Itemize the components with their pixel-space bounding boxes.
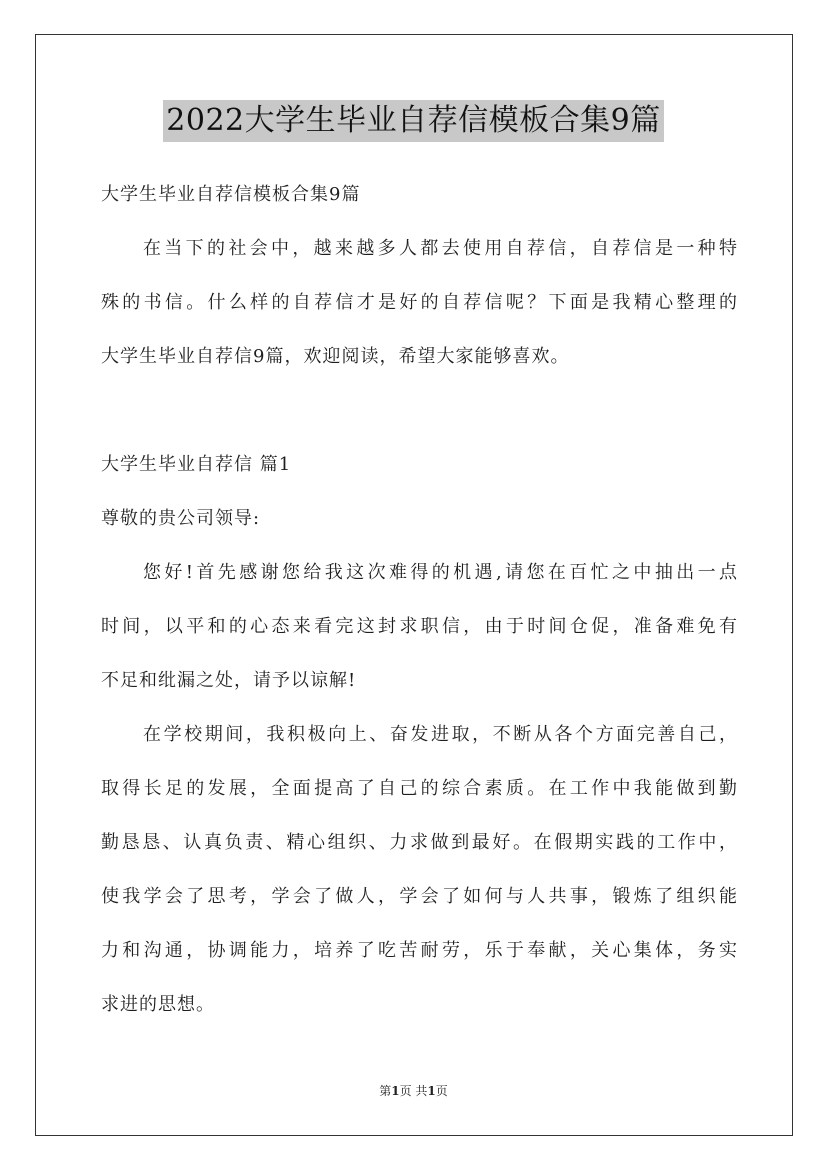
- para2-line-3: 勤恳恳、认真负责、精心组织、力求做到最好。在假期实践的工作中，: [101, 832, 737, 853]
- para2-line-2: 取得长足的发展，全面提高了自己的综合素质。在工作中我能做到勤: [101, 778, 737, 799]
- para2-line-5: 力和沟通，协调能力，培养了吃苦耐劳，乐于奉献，关心集体，务实: [101, 940, 737, 961]
- para2-line-1: 在学校期间，我积极向上、奋发进取，不断从各个方面完善自己，: [143, 724, 737, 745]
- para2-line-6: 求进的思想。: [101, 994, 215, 1015]
- intro-line-2: 殊的书信。什么样的自荐信才是好的自荐信呢？下面是我精心整理的: [101, 292, 737, 313]
- salutation: 尊敬的贵公司领导:: [101, 508, 261, 529]
- page-prefix: 第: [379, 1084, 392, 1098]
- section-heading: 大学生毕业自荐信 篇1: [101, 454, 292, 475]
- para2-line-4: 使我学会了思考，学会了做人，学会了如何与人共事，锻炼了组织能: [101, 886, 737, 907]
- title-block: [0, 100, 827, 142]
- document-title: 2022大学生毕业自荐信模板合集9篇: [163, 100, 663, 142]
- page-footer: [0, 1083, 827, 1099]
- page-suffix: 页: [435, 1084, 448, 1098]
- para1-line-2: 时间，以平和的心态来看完这封求职信，由于时间仓促，准备难免有: [101, 616, 737, 637]
- page-current: 1: [391, 1084, 400, 1098]
- page-mid: 页 共: [399, 1084, 428, 1098]
- intro-line-1: 在当下的社会中，越来越多人都去使用自荐信，自荐信是一种特: [143, 238, 737, 259]
- para1-line-3: 不足和纰漏之处，请予以谅解!: [101, 670, 357, 691]
- document-subtitle: 大学生毕业自荐信模板合集9篇: [101, 184, 361, 205]
- intro-line-3: 大学生毕业自荐信9篇，欢迎阅读，希望大家能够喜欢。: [101, 346, 570, 367]
- para1-line-1: 您好!首先感谢您给我这次难得的机遇,请您在百忙之中抽出一点: [143, 562, 737, 583]
- page-total: 1: [427, 1084, 436, 1098]
